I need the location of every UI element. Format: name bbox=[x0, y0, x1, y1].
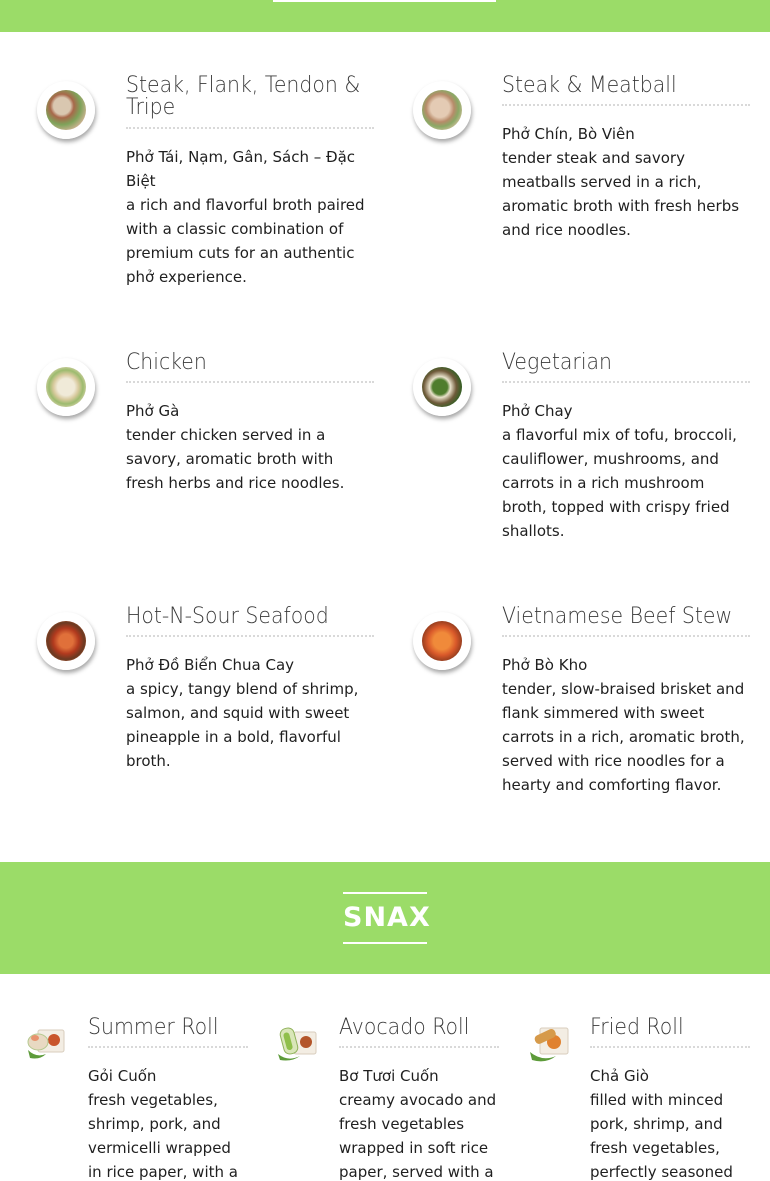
menu-item-title: Hot-N-Sour Seafood bbox=[126, 604, 329, 629]
menu-item-description bbox=[126, 399, 374, 495]
title-divider bbox=[126, 381, 374, 383]
pho-bowl-image bbox=[37, 81, 95, 139]
menu-item-description bbox=[502, 122, 750, 242]
vietnamese-name: Phở Chín, Bò Viên bbox=[502, 125, 635, 143]
menu-item-title: Avocado Roll bbox=[339, 1015, 470, 1040]
menu-item-description bbox=[126, 653, 374, 773]
description-text: fresh vegetables, shrimp, pork, and vermicelli wrapped in rice paper, with a bbox=[88, 1091, 238, 1181]
title-divider bbox=[88, 1046, 248, 1048]
menu-item-title: Summer Roll bbox=[88, 1015, 219, 1040]
menu-item-title: Steak, Flank, Tendon & Tripe bbox=[126, 73, 361, 120]
menu-item-description bbox=[126, 145, 374, 289]
vietnamese-name: Gỏi Cuốn bbox=[88, 1067, 157, 1085]
title-divider bbox=[126, 635, 374, 637]
fried-roll-image bbox=[528, 1020, 572, 1064]
description-text: a rich and flavorful broth paired with a classic combination of premium cuts for an authentic phở experience. bbox=[126, 196, 365, 286]
pho-bowl-image bbox=[37, 358, 95, 416]
vietnamese-name: Chả Giò bbox=[590, 1067, 649, 1085]
vietnamese-name: Bơ Tươi Cuốn bbox=[339, 1067, 439, 1085]
title-divider bbox=[126, 127, 374, 129]
menu-item-description bbox=[88, 1064, 248, 1181]
avocado-roll-image bbox=[276, 1020, 320, 1064]
title-divider bbox=[590, 1046, 750, 1048]
title-divider bbox=[339, 1046, 499, 1048]
menu-item-description bbox=[502, 399, 750, 543]
menu-item-title: Vietnamese Beef Stew bbox=[502, 604, 733, 629]
summer-roll-image bbox=[24, 1020, 68, 1064]
section-header-band bbox=[0, 0, 770, 32]
description-text: tender chicken served in a savory, aromatic broth with fresh herbs and rice noodles. bbox=[126, 426, 345, 492]
vietnamese-name: Phở Chay bbox=[502, 402, 573, 420]
menu-item-title: Chicken bbox=[126, 350, 207, 375]
menu-item-title: Steak & Meatball bbox=[502, 73, 677, 98]
description-text: tender steak and savory meatballs served in a rich, aromatic broth with fresh herbs and rice noodles. bbox=[502, 149, 740, 239]
vietnamese-name: Phở Bò Kho bbox=[502, 656, 588, 674]
pho-bowl-image bbox=[413, 612, 471, 670]
description-text: a flavorful mix of tofu, broccoli, cauliflower, mushrooms, and carrots in a rich mushroom broth, topped with crispy fried shallots. bbox=[502, 426, 737, 540]
pho-bowl-image bbox=[413, 358, 471, 416]
vietnamese-name: Phở Gà bbox=[126, 402, 180, 420]
menu-item-description bbox=[502, 653, 750, 797]
section-header-underline bbox=[273, 0, 496, 2]
menu-item-description bbox=[339, 1064, 499, 1181]
description-text: tender, slow-braised brisket and flank simmered with sweet carrots in a rich, aromatic broth, served with rice noodles for a hearty and comforting flavor. bbox=[502, 680, 745, 794]
title-divider bbox=[502, 104, 750, 106]
title-divider bbox=[502, 381, 750, 383]
menu-item-title: Fried Roll bbox=[590, 1015, 684, 1040]
snax-section-title: SNAX bbox=[343, 892, 427, 944]
description-text: creamy avocado and fresh vegetables wrapped in soft rice paper, served with a bbox=[339, 1091, 497, 1181]
pho-bowl-image bbox=[413, 81, 471, 139]
vietnamese-name: Phở Tái, Nạm, Gân, Sách – Đặc Biệt bbox=[126, 148, 356, 190]
description-text: a spicy, tangy blend of shrimp, salmon, and squid with sweet pineapple in a bold, flavorful broth. bbox=[126, 680, 359, 770]
title-divider bbox=[502, 635, 750, 637]
menu-item-title: Vegetarian bbox=[502, 350, 613, 375]
pho-bowl-image bbox=[37, 612, 95, 670]
menu-item-description bbox=[590, 1064, 750, 1181]
vietnamese-name: Phở Đồ Biển Chua Cay bbox=[126, 656, 295, 674]
description-text: filled with minced pork, shrimp, and fresh vegetables, perfectly seasoned bbox=[590, 1091, 733, 1181]
